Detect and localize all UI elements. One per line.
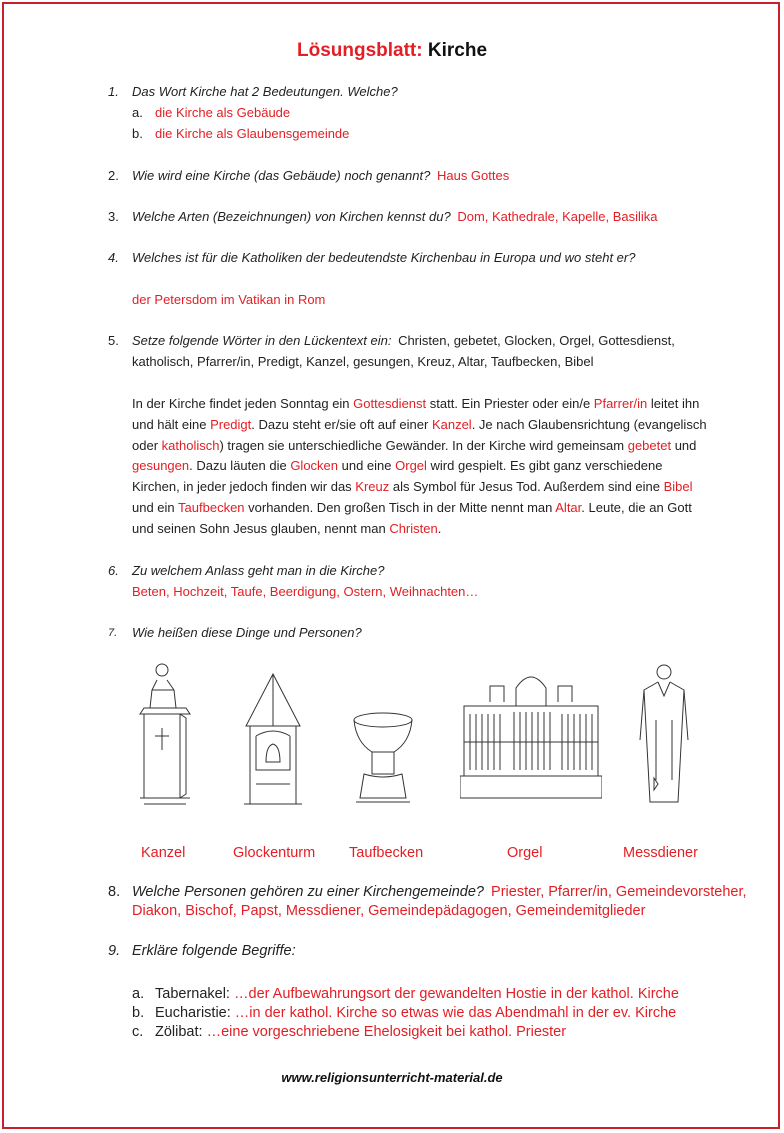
cloze-answer: Kanzel — [431, 416, 472, 432]
q9-c-line — [155, 1024, 566, 1040]
label-messdiener: Messdiener — [623, 845, 698, 861]
cloze-text: ) tragen sie unterschiedliche Gewänder. In der Kirche wird gemeinsam — [219, 437, 628, 453]
q4-number: 4. — [108, 250, 119, 265]
cloze-text: . Dazu läuten die — [189, 458, 291, 474]
cloze-text: und ein — [132, 499, 179, 515]
q1-a-marker: a. — [132, 105, 143, 120]
q9-b-line — [155, 1005, 676, 1021]
q1-question: Das Wort Kirche hat 2 Bedeutungen. Welche? — [132, 84, 398, 99]
cloze-text: vorhanden. Den großen Tisch in der Mitte nennt man — [244, 499, 556, 515]
q9-c-def: …eine vorgeschriebene Ehelosigkeit bei kathol. Priester — [206, 1024, 567, 1040]
q9-c-term: Zölibat: — [155, 1024, 203, 1040]
q9-b-marker: b. — [132, 1005, 145, 1021]
organ-drawing — [460, 666, 602, 802]
cloze-text: . Leute, die an Gott und seinen Sohn Jesus glauben, nennt man — [132, 499, 692, 536]
title-prefix: Lösungsblatt: — [296, 40, 423, 61]
q2-answer: Haus Gottes — [436, 168, 510, 183]
q8-answer-2: Diakon, Bischof, Papst, Messdiener, Gemeindepädagogen, Gemeindemitglieder — [132, 903, 646, 919]
q2-line — [132, 168, 509, 183]
q5-question: Setze folgende Wörter in den Lückentext ein: — [132, 333, 392, 348]
q5-number: 5. — [108, 333, 119, 348]
cloze-text: . — [437, 520, 442, 536]
q7-question: Wie heißen diese Dinge und Personen? — [132, 625, 362, 640]
cloze-answer: Pfarrer/in — [593, 396, 648, 411]
q5-words-2: katholisch, Pfarrer/in, Predigt, Kanzel, gesungen, Kreuz, Altar, Taufbecken, Bibel — [132, 354, 594, 369]
q8-line — [132, 884, 747, 900]
cloze-answer: gesungen — [132, 458, 190, 474]
label-taufbecken: Taufbecken — [349, 845, 424, 861]
q9-a-line — [155, 986, 679, 1002]
q6-number: 6. — [108, 563, 119, 578]
q5-words-1: Christen, gebetet, Glocken, Orgel, Gottesdienst, — [398, 333, 675, 348]
cloze-answer: katholisch — [161, 437, 220, 453]
cloze-text: . Dazu steht er/sie oft auf einer — [251, 416, 432, 432]
q9-question: Erkläre folgende Begriffe: — [132, 943, 296, 959]
cloze-answer: Bibel — [663, 479, 693, 495]
q1-b-answer: die Kirche als Glaubensgemeinde — [155, 126, 350, 141]
q9-a-def: …der Aufbewahrungsort der gewandelten Hostie in der kathol. Kirche — [234, 986, 679, 1002]
cloze-text: und — [671, 437, 697, 453]
label-glockenturm: Glockenturm — [233, 845, 316, 861]
q8-number: 8. — [108, 884, 121, 900]
label-orgel: Orgel — [507, 845, 543, 861]
cloze-text: als Symbol für Jesus Tod. Außerdem sind eine — [389, 479, 664, 495]
q4-question: Welches ist für die Katholiken der bedeutendste Kirchenbau in Europa und wo steht er? — [132, 250, 636, 265]
cloze-text: und eine — [338, 458, 396, 474]
cloze-text: In der Kirche findet jeden Sonntag ein — [132, 396, 354, 411]
q9-c-marker: c. — [132, 1024, 144, 1040]
q9-a-marker: a. — [132, 986, 145, 1002]
cloze-text: wird gespielt. Es gibt ganz verschiedene Kirchen, in jeder jedoch finden wir das — [132, 458, 663, 495]
q3-line — [132, 209, 658, 224]
cloze-text: leitet ihn und hält eine — [132, 396, 700, 432]
q2-number: 2. — [108, 168, 119, 183]
q2-question: Wie wird eine Kirche (das Gebäude) noch genannt? — [132, 168, 431, 183]
q6-question: Zu welchem Anlass geht man in die Kirche? — [132, 563, 385, 578]
q8-answer-1: Priester, Pfarrer/in, Gemeindevorsteher, — [491, 884, 747, 900]
cloze-text: statt. Ein Priester oder ein/e — [426, 396, 594, 411]
cloze-answer: Altar — [555, 499, 582, 515]
altar-server-drawing — [636, 660, 692, 808]
q3-number: 3. — [108, 209, 119, 224]
cloze-answer: Predigt — [210, 416, 252, 432]
cloze-answer: Taufbecken — [178, 499, 245, 515]
q9-a-term: Tabernakel: — [155, 986, 230, 1002]
q9-b-def: …in der kathol. Kirche so etwas wie das Abendmahl in der ev. Kirche — [234, 1005, 677, 1021]
q7-number: 7. — [108, 627, 118, 639]
bell-tower-drawing — [240, 670, 306, 808]
q8-question: Welche Personen gehören zu einer Kirchengemeinde? — [132, 884, 484, 900]
q9-number: 9. — [108, 943, 121, 959]
cloze-answer: Christen — [389, 520, 438, 536]
footer-url[interactable]: www.religionsunterricht-material.de — [281, 1070, 503, 1085]
cloze-text: . Je nach Glaubensrichtung (evangelisch oder — [132, 416, 707, 453]
q9-b-term: Eucharistie: — [155, 1005, 231, 1021]
label-kanzel: Kanzel — [141, 845, 186, 861]
page-title — [0, 40, 784, 62]
title-main: Kirche — [427, 40, 488, 61]
cloze-answer: Gottesdienst — [353, 396, 427, 411]
cloze-answer: gebetet — [627, 437, 672, 453]
q1-a-answer: die Kirche als Gebäude — [155, 105, 291, 120]
q1-number: 1. — [108, 84, 119, 99]
q1-b-marker: b. — [132, 126, 143, 141]
q5-line — [132, 333, 675, 348]
font-drawing — [350, 710, 416, 806]
q5-cloze-text — [132, 394, 712, 540]
cloze-answer: Glocken — [290, 458, 339, 474]
q6-answer: Beten, Hochzeit, Taufe, Beerdigung, Ostern, Weihnachten… — [132, 584, 479, 599]
cloze-answer: Kreuz — [355, 479, 390, 495]
q3-answer: Dom, Kathedrale, Kapelle, Basilika — [457, 209, 658, 224]
pulpit-drawing — [130, 658, 195, 806]
cloze-answer: Orgel — [395, 458, 427, 474]
q4-answer: der Petersdom im Vatikan in Rom — [132, 292, 326, 307]
q3-question: Welche Arten (Bezeichnungen) von Kirchen kennst du? — [132, 209, 451, 224]
